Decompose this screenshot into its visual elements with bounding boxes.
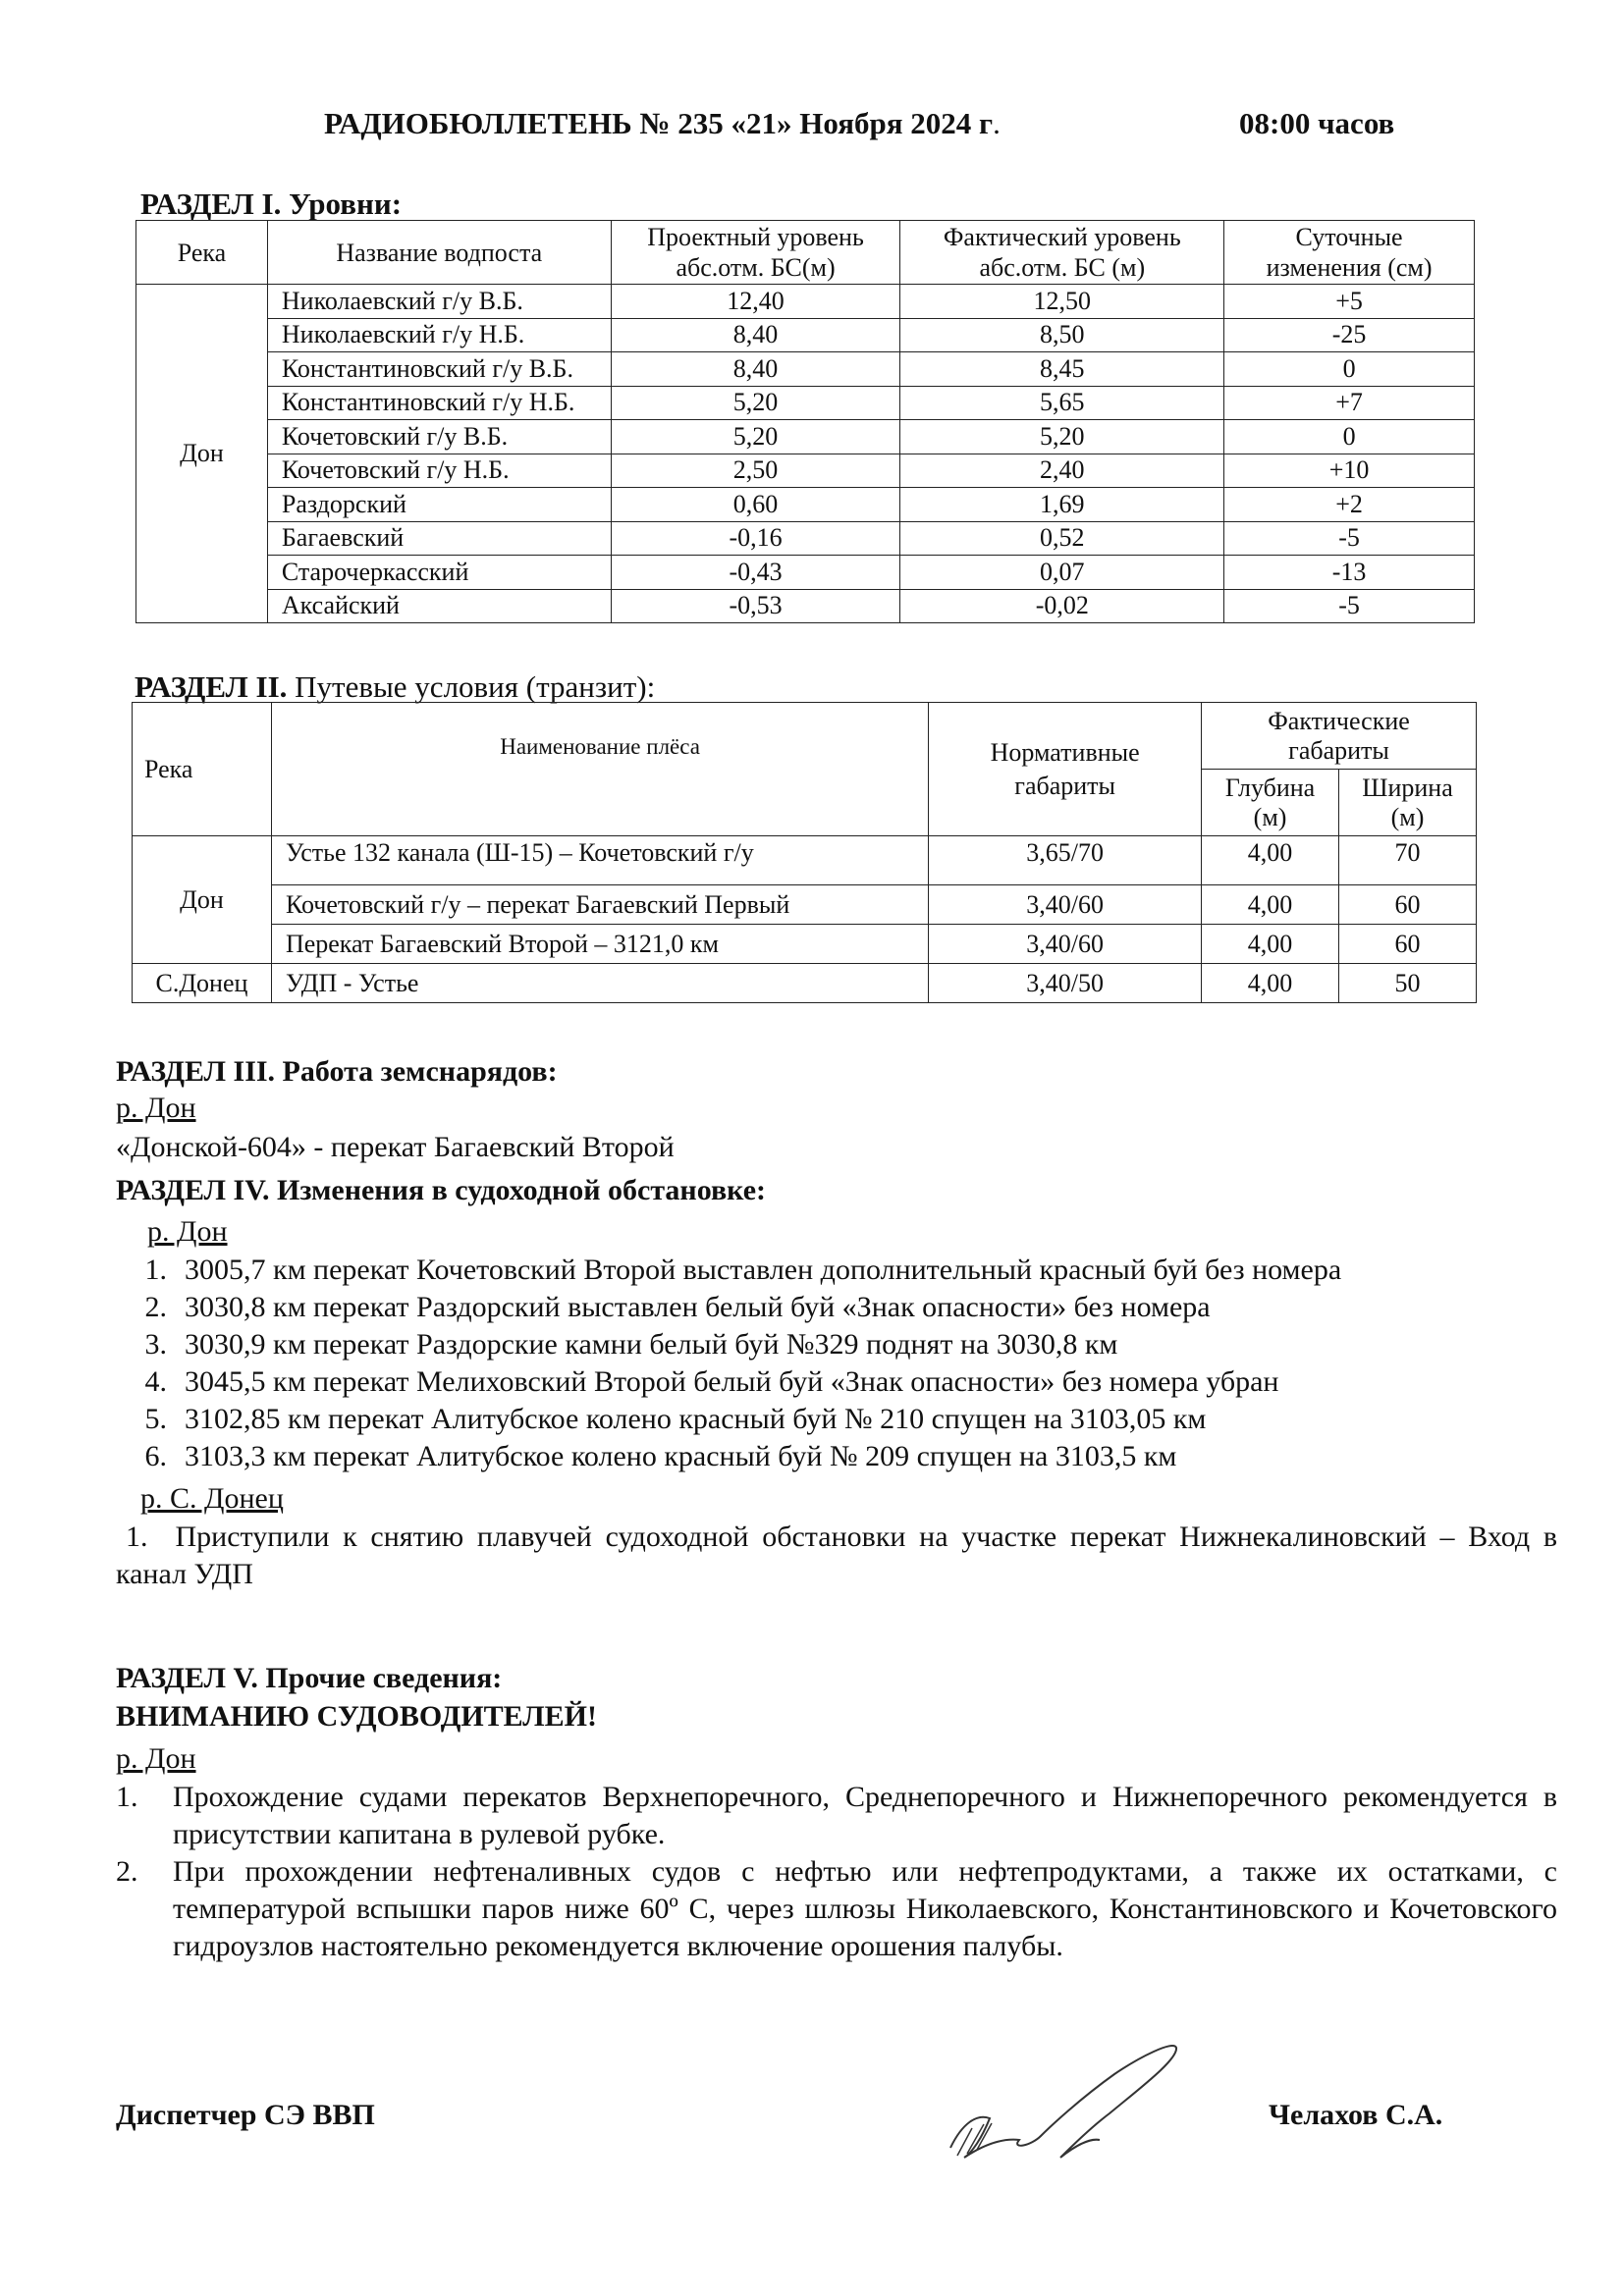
section1-heading: РАЗДЕЛ I. Уровни: [140,187,403,221]
table-row [136,285,1475,319]
cell-design: 5,20 [611,386,900,420]
cell-post: Аксайский [267,589,611,623]
cell-width: 60 [1339,885,1477,925]
cell-depth: 4,00 [1202,836,1339,885]
list-item: 4. 3045,5 км перекат Мелиховский Второй белый буй «Знак опасности» без номера убран [144,1365,1279,1398]
cell-post: Кочетовский г/у Н.Б. [267,454,611,488]
cell-change: +7 [1224,386,1475,420]
section5-river: р. Дон [116,1742,196,1775]
table-row [133,964,1477,1003]
cell-reach: УДП - Устье [271,964,928,1003]
cell-norm: 3,40/60 [929,885,1202,925]
col-norm: Нормативные габариты [929,703,1202,836]
cell-design: -0,43 [611,556,900,590]
cell-design: 12,40 [611,285,900,319]
cell-actual: 2,40 [900,454,1224,488]
cell-actual: 8,50 [900,318,1224,352]
cell-norm: 3,65/70 [929,836,1202,885]
list-item: 6. 3103,3 км перекат Алитубское колено красный буй № 209 спущен на 3103,5 км [144,1440,1177,1472]
bulletin-title: РАДИОБЮЛЛЕТЕНЬ № 235 «21» Ноября 2024 г. [324,106,1001,140]
cell-design: -0,16 [611,521,900,556]
bulletin-time: 08:00 часов [1239,106,1395,140]
cell-design: -0,53 [611,589,900,623]
cell-reach: Перекат Багаевский Второй – 3121,0 км [271,925,928,964]
cell-change: -5 [1224,521,1475,556]
signature [943,2030,1198,2187]
col-reach: Наименование плёса [271,703,928,836]
section3-river: р. Дон [116,1092,196,1124]
table-row [136,454,1475,488]
cell-depth: 4,00 [1202,885,1339,925]
table-row [136,386,1475,420]
col-river: Река [133,703,272,836]
cell-post: Старочеркасский [267,556,611,590]
col-fact: Фактические габариты [1202,703,1477,770]
cell-change: +2 [1224,488,1475,522]
cell-design: 8,40 [611,318,900,352]
cell-post: Николаевский г/у В.Б. [267,285,611,319]
cell-change: -13 [1224,556,1475,590]
col-width: Ширина (м) [1339,770,1477,836]
list-item: 5. 3102,85 км перекат Алитубское колено красный буй № 210 спущен на 3103,05 км [144,1403,1207,1435]
cell-river: С.Донец [133,964,272,1003]
cell-design: 0,60 [611,488,900,522]
transit-header-row1 [133,703,1477,770]
cell-actual: 1,69 [900,488,1224,522]
cell-change: -5 [1224,589,1475,623]
section4-list [120,1254,1341,1477]
col-post: Название водпоста [267,221,611,285]
levels-table [135,220,1475,623]
cell-change: -25 [1224,318,1475,352]
cell-post: Николаевский г/у Н.Б. [267,318,611,352]
section4-river-don: р. Дон [147,1215,228,1248]
col-actual: Фактический уровень абс.отм. БС (м) [900,221,1224,285]
cell-depth: 4,00 [1202,925,1339,964]
section4-river-donets: р. С. Донец [140,1482,284,1515]
cell-depth: 4,00 [1202,964,1339,1003]
cell-post: Кочетовский г/у В.Б. [267,420,611,454]
cell-reach: Устье 132 канала (Ш-15) – Кочетовский г/у [271,836,928,885]
section4-heading: РАЗДЕЛ IV. Изменения в судоходной обстановке: [116,1174,767,1206]
cell-change: 0 [1224,352,1475,387]
cell-actual: 5,20 [900,420,1224,454]
table-row [136,556,1475,590]
cell-post: Раздорский [267,488,611,522]
cell-width: 60 [1339,925,1477,964]
levels-table-header [136,221,1475,285]
cell-actual: 12,50 [900,285,1224,319]
cell-river: Дон [133,836,272,964]
col-change: Суточные изменения (см) [1224,221,1475,285]
section4-donets-item: 1. Приступили к снятию плавучей судоходной обстановки на участке перекат Нижнекалиновский – Вход в канал УДП [116,1521,1557,1590]
list-item: 2. При прохождении нефтеналивных судов с нефтью или нефтепродуктами, а также их остатками, с температурой вспышки паров ниже 60º С, через шлюзы Николаевского, Константиновского и Кочетовского гидроузлов настоятельно рекомендуется включение орошения палубы. [116,1855,1557,1962]
table-row [136,589,1475,623]
cell-actual: 0,52 [900,521,1224,556]
table-row [136,352,1475,387]
list-item: 3. 3030,9 км перекат Раздорские камни белый буй №329 поднят на 3030,8 км [144,1328,1118,1361]
section5-heading: РАЗДЕЛ V. Прочие сведения: [116,1662,503,1694]
cell-actual: -0,02 [900,589,1224,623]
cell-actual: 5,65 [900,386,1224,420]
section2-heading: РАЗДЕЛ II. Путевые условия (транзит): [135,669,656,704]
table-row [136,488,1475,522]
table-row [133,836,1477,885]
cell-design: 5,20 [611,420,900,454]
attention-heading: ВНИМАНИЮ СУДОВОДИТЕЛЕЙ! [116,1700,597,1733]
list-item: 1. 3005,7 км перекат Кочетовский Второй выставлен дополнительный красный буй без номера [144,1254,1342,1286]
table-row [136,420,1475,454]
cell-reach: Кочетовский г/у – перекат Багаевский Первый [271,885,928,925]
table-row [136,318,1475,352]
section3-heading: РАЗДЕЛ III. Работа земснарядов: [116,1055,558,1088]
cell-width: 70 [1339,836,1477,885]
cell-design: 8,40 [611,352,900,387]
col-depth: Глубина (м) [1202,770,1339,836]
list-item: 1. Прохождение судами перекатов Верхнепоречного, Среднепоречного и Нижнепоречного рекомендуется в присутствии капитана в рулевой рубке. [116,1781,1557,1850]
cell-post: Константиновский г/у Н.Б. [267,386,611,420]
table-row [133,925,1477,964]
cell-norm: 3,40/60 [929,925,1202,964]
cell-post: Багаевский [267,521,611,556]
dispatcher-role: Диспетчер СЭ ВВП [116,2099,375,2131]
col-design: Проектный уровень абс.отм. БС(м) [611,221,900,285]
section3-line: «Донской-604» - перекат Багаевский Второй [116,1131,675,1163]
cell-width: 50 [1339,964,1477,1003]
table-row [133,885,1477,925]
dispatcher-name: Челахов С.А. [1269,2099,1443,2131]
cell-post: Константиновский г/у В.Б. [267,352,611,387]
cell-change: +5 [1224,285,1475,319]
transit-table [132,702,1477,1003]
cell-actual: 0,07 [900,556,1224,590]
list-item: 2. 3030,8 км перекат Раздорский выставлен белый буй «Знак опасности» без номера [144,1291,1211,1323]
table-row [136,521,1475,556]
cell-river: Дон [136,285,268,623]
cell-norm: 3,40/50 [929,964,1202,1003]
cell-change: 0 [1224,420,1475,454]
cell-actual: 8,45 [900,352,1224,387]
cell-design: 2,50 [611,454,900,488]
col-river: Река [136,221,268,285]
cell-change: +10 [1224,454,1475,488]
